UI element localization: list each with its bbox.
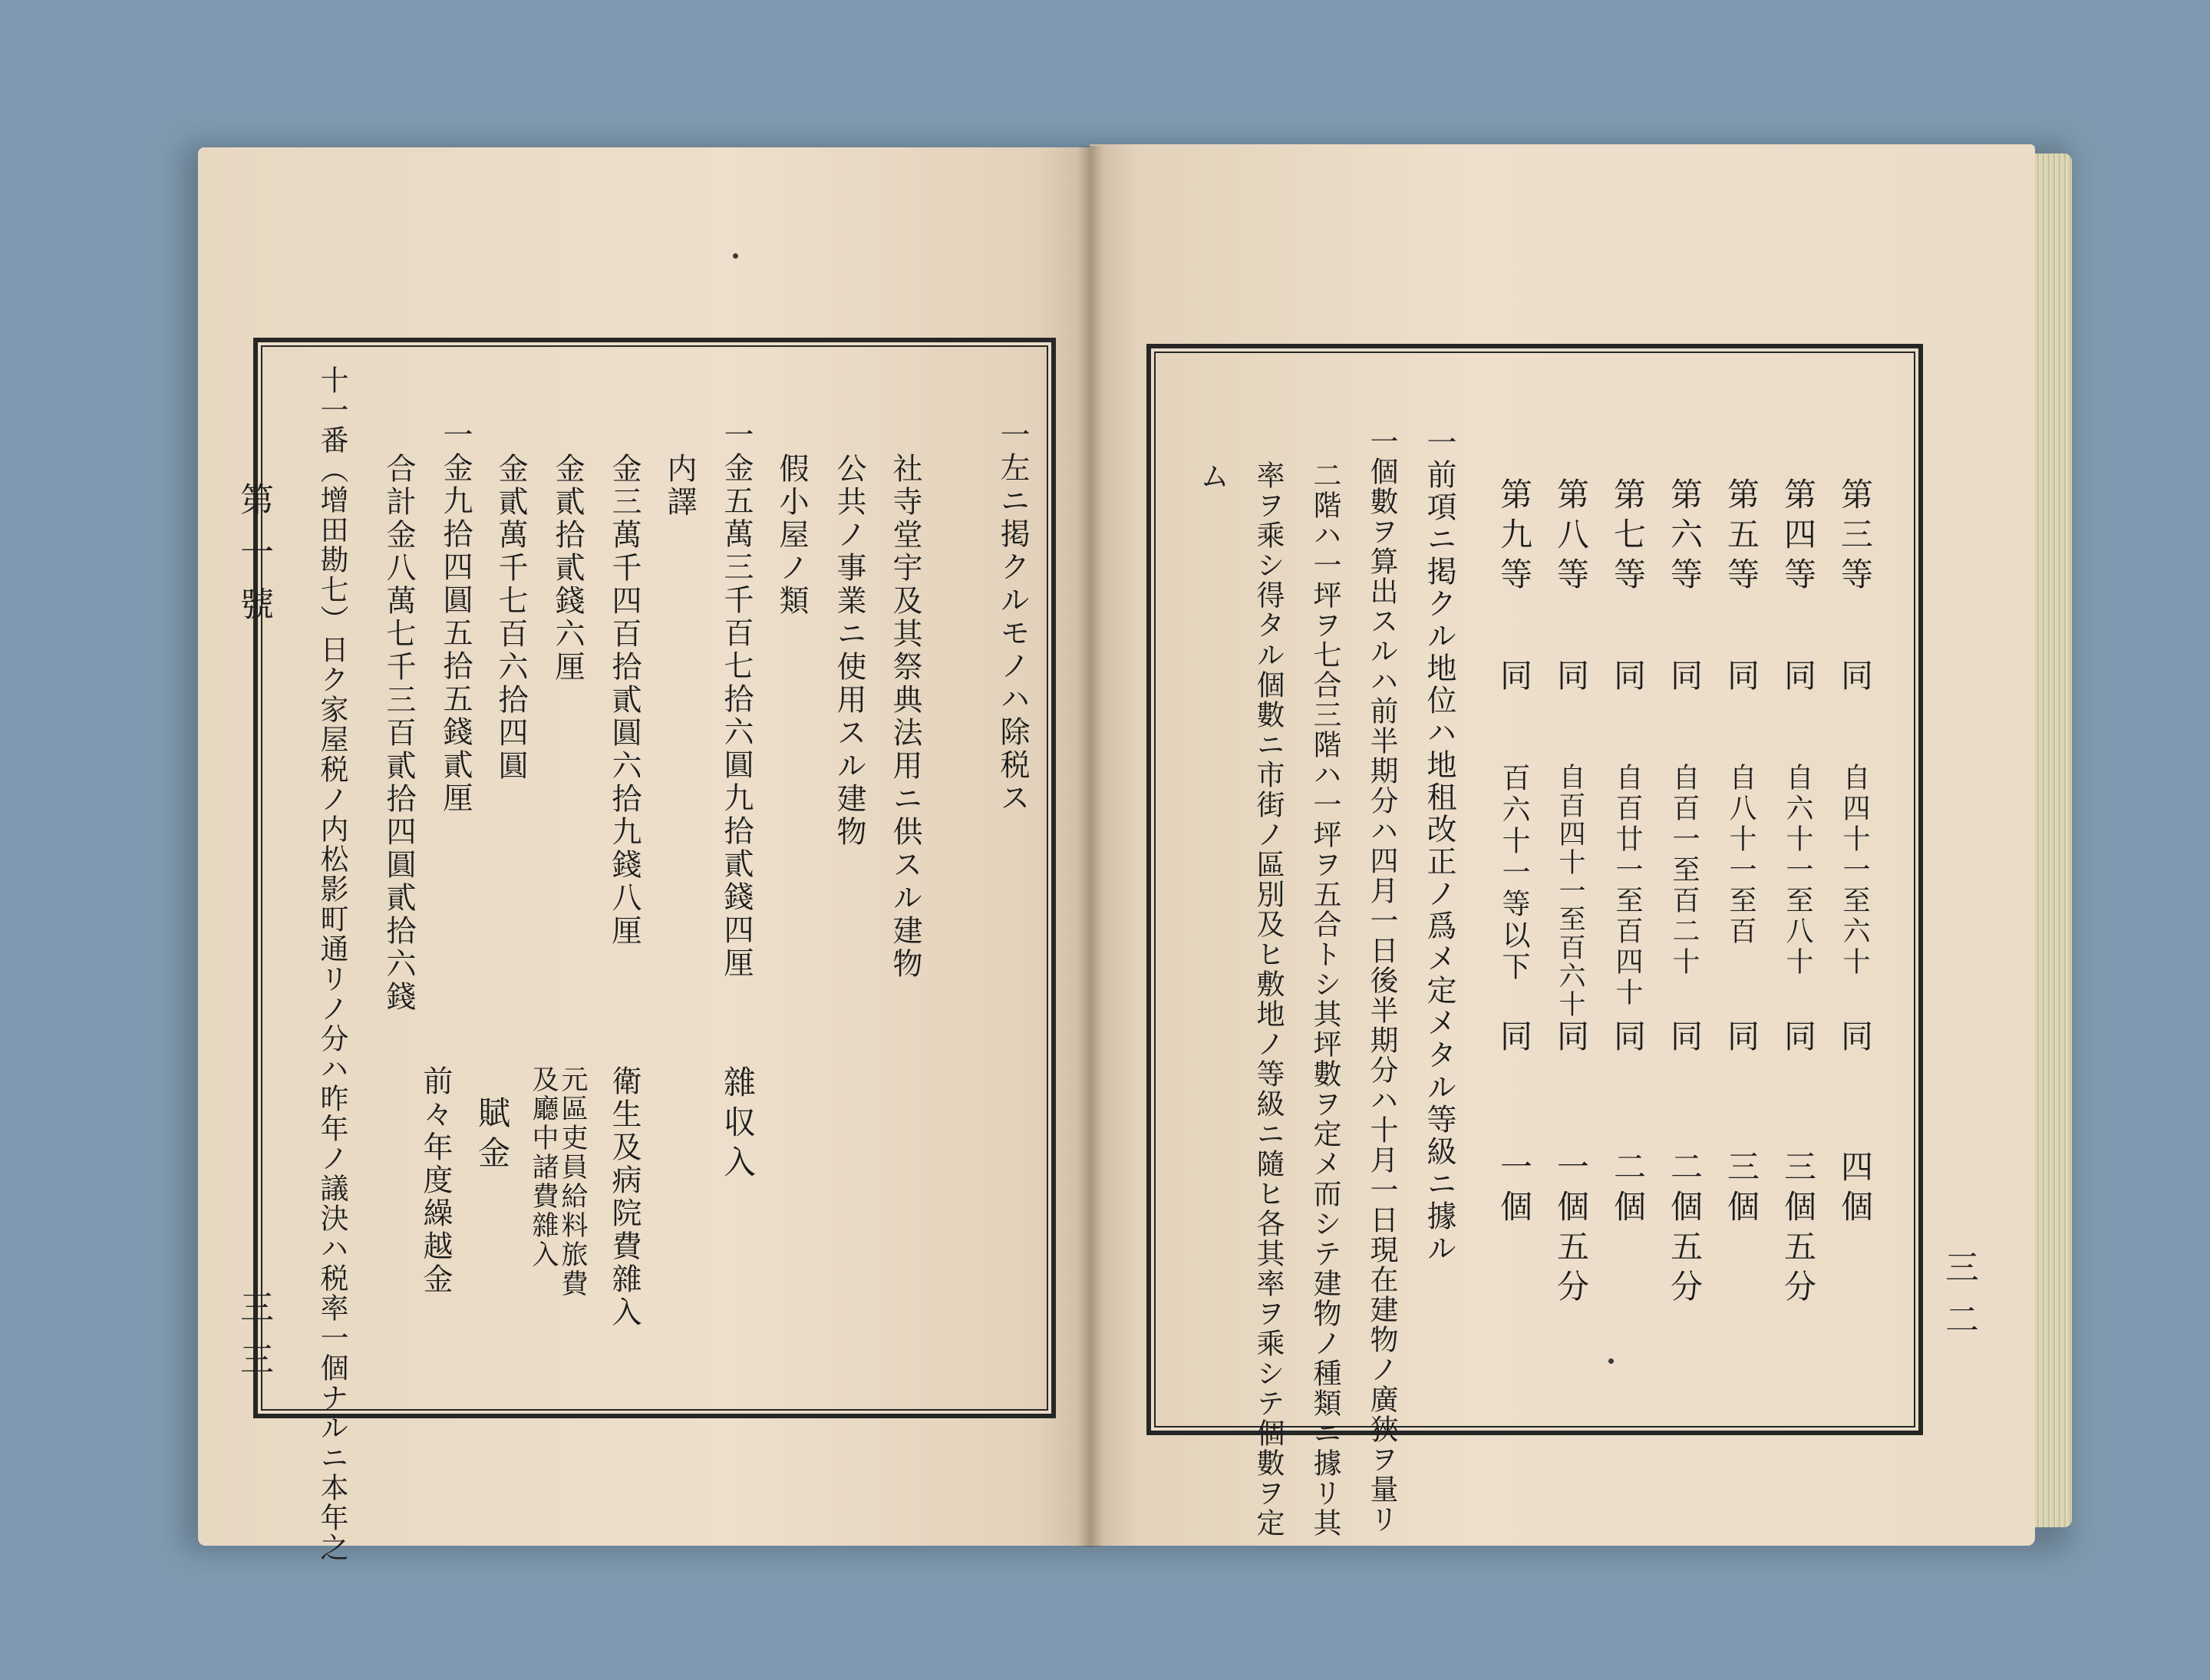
left-column-1: 一左ニ掲クルモノハ除税ス (995, 419, 1030, 815)
left-column-4: 假小屋ノ類 (774, 453, 809, 618)
grade-range: 自百廿一至百四十 (1611, 763, 1643, 1008)
right-column-3: 二階ハ一坪ヲ七合三階ハ一坪ヲ五合トシ其坪數ヲ定メ而シテ建物ノ種類ニ據リ其 (1308, 460, 1341, 1538)
left-column-18: 十一番（增田勘七）日ク家屋税ノ内松影町通リノ分ハ昨年ノ議決ハ税率一個ナルニ本年之 (315, 365, 348, 1563)
grade-count: 三個五分 (1780, 1150, 1817, 1309)
grade-range: 百六十一等以下 (1497, 763, 1530, 983)
left-column-14: 賦金 (473, 1096, 511, 1176)
grade-range: 自百一至百二十 (1668, 763, 1700, 978)
grade-count: 二個五分 (1666, 1150, 1704, 1309)
grade-same: 同 (1552, 658, 1590, 698)
grade-label: 第四等 (1780, 477, 1817, 597)
grade-count: 一個五分 (1552, 1150, 1590, 1309)
right-column-5: ム (1195, 460, 1229, 493)
grade-range: 自六十一至八十 (1782, 763, 1813, 978)
left-column-12: 及廳中諸費雜入 (528, 1065, 559, 1269)
grade-same-2: 同 (1723, 1019, 1760, 1059)
grade-same-2: 同 (1496, 1019, 1533, 1059)
grade-same-2: 同 (1836, 1019, 1874, 1059)
grade-same: 同 (1780, 658, 1817, 698)
page-edges (2035, 153, 2072, 1527)
left-column-5: 一金五萬三千百七拾六圓九拾貳錢四厘 (719, 419, 754, 980)
left-column-2: 社寺堂宇及其祭典法用ニ供スル建物 (888, 453, 922, 981)
grade-same-2: 同 (1552, 1019, 1590, 1059)
grade-range: 自四十一至六十 (1839, 763, 1870, 978)
grade-count: 二個 (1609, 1150, 1647, 1229)
grade-same: 同 (1666, 658, 1704, 698)
left-column-10: 金貳拾貳錢六厘 (550, 453, 585, 684)
grade-label: 第八等 (1552, 477, 1590, 597)
grade-label: 第九等 (1496, 477, 1533, 597)
left-folio-title: 第一號 (234, 482, 273, 639)
grade-count: 一個 (1496, 1150, 1533, 1229)
grade-same-2: 同 (1666, 1019, 1704, 1059)
left-column-6: 雜収入 (719, 1065, 757, 1185)
grade-label: 第六等 (1666, 477, 1704, 597)
grade-same: 同 (1723, 658, 1760, 698)
grade-range: 自八十一至百 (1725, 763, 1756, 947)
left-column-17: 合計金八萬七千三百貳拾四圓貳拾六錢 (381, 453, 416, 1014)
grade-same-2: 同 (1780, 1019, 1817, 1059)
grade-same: 同 (1836, 658, 1874, 698)
grade-same: 同 (1609, 658, 1647, 698)
left-column-9: 衛生及病院費雜入 (607, 1065, 642, 1329)
right-column-2: 一個數ヲ算出スルハ前半期分ハ四月一日後半期分ハ十月一日現在建物ノ廣狹ヲ量リ (1365, 427, 1398, 1534)
left-column-3: 公共ノ事業ニ使用スル建物 (832, 453, 866, 849)
left-column-16: 前々年度繰越金 (418, 1065, 453, 1296)
right-column-4: 率ヲ乘シ得タル個數ニ市街ノ區別及ヒ敷地ノ等級ニ隨ヒ各其率ヲ乘シテ個數ヲ定 (1252, 460, 1285, 1538)
right-page-number: 三二 (1939, 1249, 1978, 1354)
left-column-8: 金三萬千四百拾貳圓六拾九錢八厘 (607, 453, 642, 948)
right-column-1: 一前項ニ掲クル地位ハ地租改正ノ爲メ定メタル等級ニ據ル (1422, 427, 1456, 1265)
page-speck (733, 253, 738, 259)
grade-count: 四個 (1836, 1150, 1874, 1229)
grade-range: 自百四十一至百六十 (1555, 763, 1585, 1018)
left-column-11: 元區吏員給料旅費 (557, 1065, 588, 1299)
left-text-frame (253, 338, 1056, 1418)
grade-label: 第五等 (1723, 477, 1760, 597)
left-column-15: 一金九拾四圓五拾五錢貳厘 (438, 419, 473, 815)
grade-label: 第七等 (1609, 477, 1647, 597)
grade-label: 第三等 (1836, 477, 1874, 597)
grade-same: 同 (1496, 658, 1533, 698)
grade-count: 三個 (1723, 1150, 1760, 1229)
left-column-13: 金貳萬千七百六拾四圓 (493, 453, 528, 783)
left-page-number: 三三 (234, 1289, 273, 1394)
left-column-7: 内譯 (662, 453, 697, 519)
book-gutter (1077, 146, 1103, 1547)
grade-same-2: 同 (1609, 1019, 1647, 1059)
